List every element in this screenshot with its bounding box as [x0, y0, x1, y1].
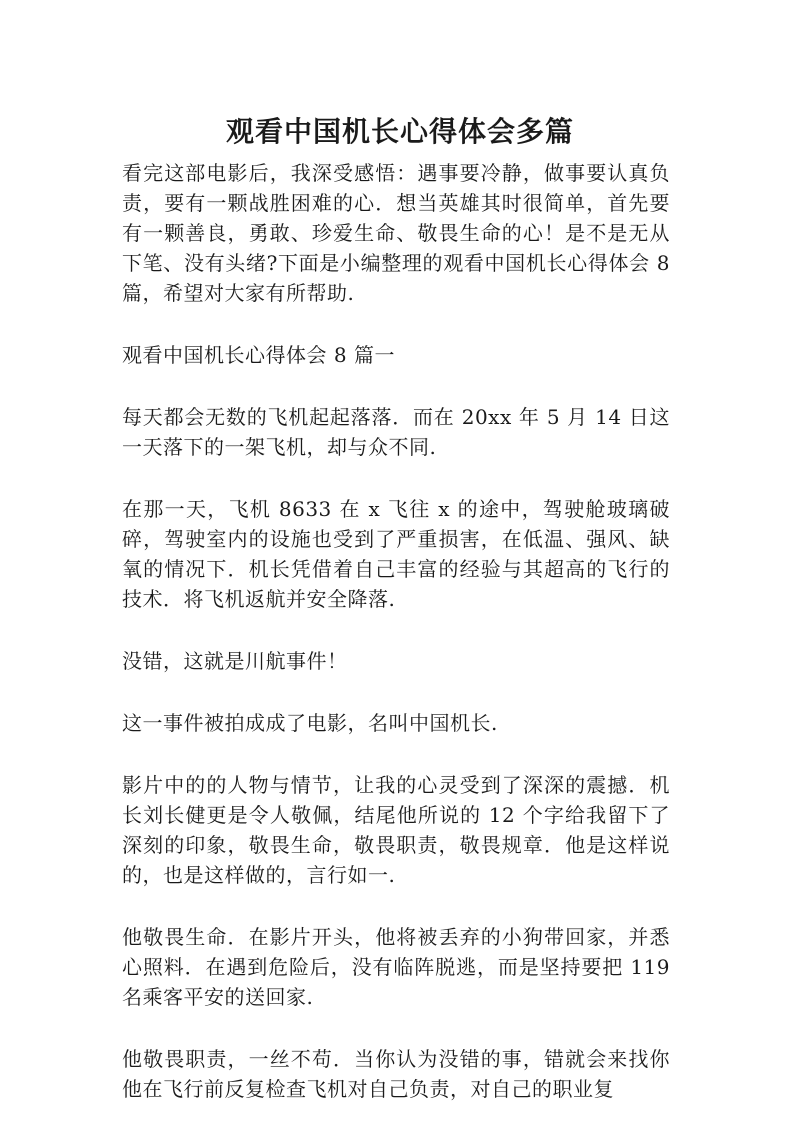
body-paragraph: 他敬畏职责，一丝不苟．当你认为没错的事，错就会来找你他在飞行前反复检查飞机对自己负责，对自己的职业复 [122, 1047, 670, 1101]
section-heading: 观看中国机长心得体会 8 篇一 [122, 343, 395, 367]
document-title: 观看中国机长心得体会多篇 [225, 115, 574, 148]
body-paragraph: 他敬畏生命．在影片开头，他将被丢弃的小狗带回家，并悉心照料．在遇到危险后，没有临阵脱逃，而是坚持要把 119 名乘客平安的送回家. [122, 925, 670, 1009]
body-paragraph: 影片中的的人物与情节，让我的心灵受到了深深的震撼．机长刘长健更是令人敬佩，结尾他所说的 12 个字给我留下了深刻的印象，敬畏生命，敬畏职责，敬畏规章．他是这样说的，也是这样做的，言行如一. [122, 773, 670, 887]
body-paragraph: 每天都会无数的飞机起起落落．而在 20xx 年 5 月 14 日这一天落下的一架飞机，却与众不同. [122, 405, 670, 459]
body-paragraph: 没错，这就是川航事件！ [122, 649, 348, 673]
body-paragraph: 在那一天，飞机 8633 在 x 飞往 x 的途中，驾驶舱玻璃破碎，驾驶室内的设施也受到了严重损害，在低温、强风、缺氧的情况下．机长凭借着自己丰富的经验与其超高的飞行的技术．将飞机返航并安全降落. [122, 497, 670, 611]
intro-paragraph: 看完这部电影后，我深受感悟：遇事要冷静，做事要认真负责，要有一颗战胜困难的心．想当英雄其时很简单，首先要有一颗善良，勇敢、珍爱生命、敬畏生命的心！是不是无从下笔、没有头绪?下面是小编整理的观看中国机长心得体会 8 篇，希望对大家有所帮助. [122, 161, 670, 305]
body-paragraph: 这一事件被拍成成了电影，名叫中国机长. [122, 711, 498, 735]
document-body [122, 158, 670, 1104]
